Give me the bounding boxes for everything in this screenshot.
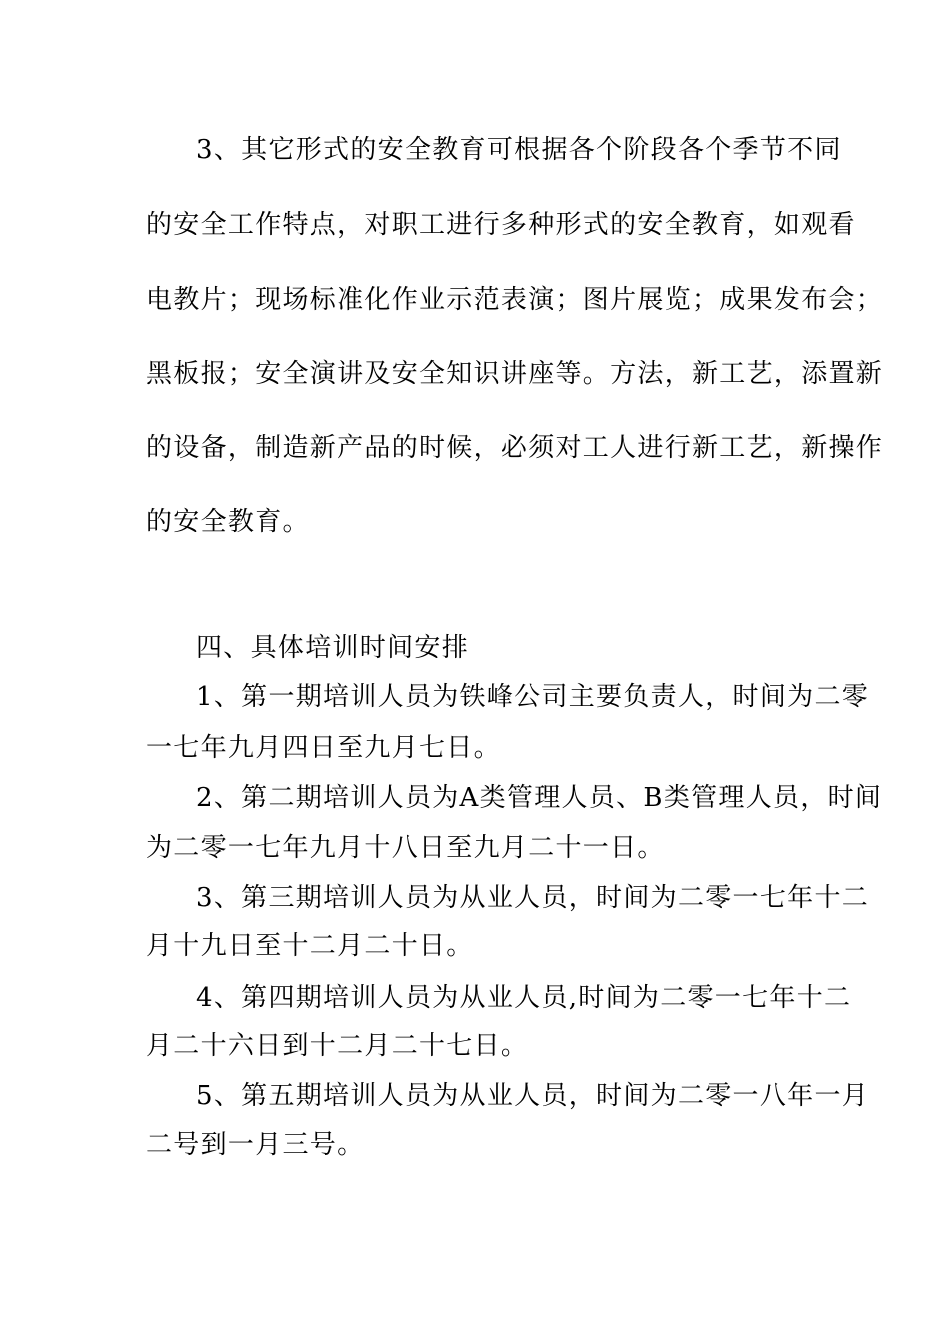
list-item-line: 二号到一月三号。 (146, 1130, 365, 1160)
list-item-line: 一七年九月四日至九月七日。 (146, 733, 501, 763)
list-item-line: 月十九日至十二月二十日。 (146, 931, 474, 961)
list-item-line: 月二十六日到十二月二十七日。 (146, 1031, 529, 1061)
paragraph-line: 电教片；现场标准化作业示范表演；图片展览；成果发布会； (146, 285, 884, 315)
section-heading: 四、具体培训时间安排 (196, 633, 470, 663)
list-item-line: 4、第四期培训人员为从业人员,时间为二零一七年十二 (196, 983, 852, 1013)
paragraph-line: 的设备，制造新产品的时候，必须对工人进行新工艺，新操作 (146, 433, 884, 463)
list-item-line: 5、第五期培训人员为从业人员，时间为二零一八年一月 (196, 1081, 870, 1111)
list-item-line: 为二零一七年九月十八日至九月二十一日。 (146, 833, 665, 863)
paragraph-line: 黑板报；安全演讲及安全知识讲座等。方法，新工艺，添置新 (146, 359, 884, 389)
paragraph-line: 3、其它形式的安全教育可根据各个阶段各个季节不同 (196, 135, 842, 165)
list-item-line: 1、第一期培训人员为铁峰公司主要负责人，时间为二零 (196, 682, 870, 712)
paragraph-line: 的安全教育。 (146, 507, 310, 537)
paragraph-line: 的安全工作特点，对职工进行多种形式的安全教育，如观看 (146, 210, 856, 240)
list-item-line: 2、第二期培训人员为A类管理人员、B类管理人员，时间 (196, 783, 883, 813)
list-item-line: 3、第三期培训人员为从业人员，时间为二零一七年十二 (196, 883, 870, 913)
